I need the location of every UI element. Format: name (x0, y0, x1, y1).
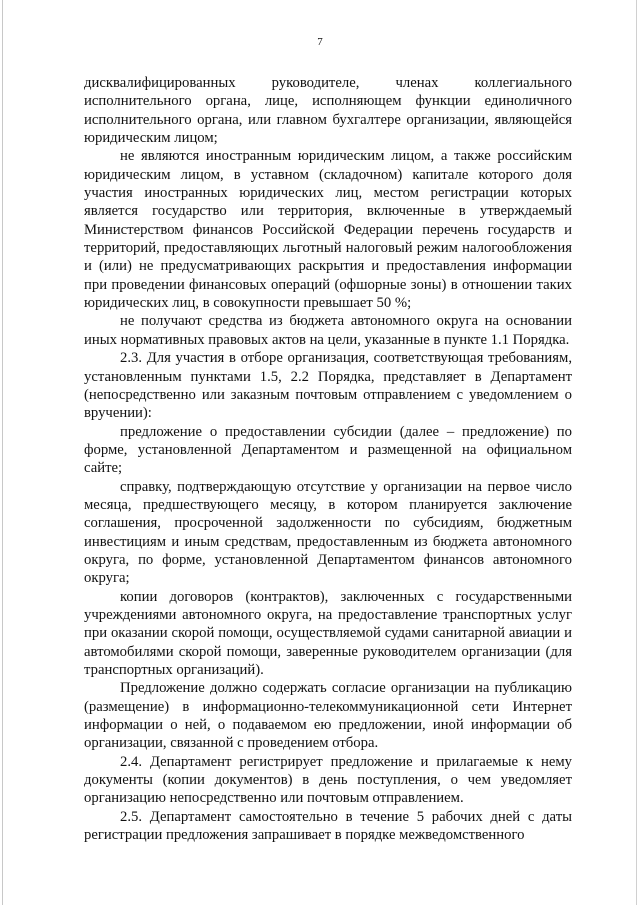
paragraph: Предложение должно содержать согласие организации на публикацию (размещение) в информационно-телекоммуникационной сети Интернет информации о ней, о подаваемом ею предложении, иной информации об организации, связанной с проведением отбора. (84, 680, 572, 752)
paragraph: 2.5. Департамент самостоятельно в течение 5 рабочих дней с даты регистрации предложения запрашивает в порядке межведомственного (84, 808, 572, 844)
paragraph: справку, подтверждающую отсутствие у организации на первое число месяца, предшествующего месяцу, в котором планируется заключение соглашения, просроченной задолженности по субсидиям, бюджетным инвестициям и иным средствам, предоставленным из бюджета автономного округа, по форме, установленной Департаментом финансов автономного округа; (84, 478, 572, 587)
paragraph: не получают средства из бюджета автономного округа на основании иных нормативных правовых актов на цели, указанные в пункте 1.1 Порядка. (84, 313, 572, 348)
scan-edge-left (2, 0, 3, 905)
paragraph: копии договоров (контрактов), заключенных с государственными учреждениями автономного округа, на предоставление транспортных услуг при оказании скорой помощи, осуществляемой судами санитарной авиации и автомобилями скорой помощи, заверенные руководителем организации (для транспортных организаций). (84, 588, 572, 678)
paragraph: 2.4. Департамент регистрирует предложение и прилагаемые к нему документы (копии документов) в день поступления, о чем уведомляет организацию непосредственно или почтовым отправлением. (84, 753, 572, 807)
paragraph: предложение о предоставлении субсидии (далее – предложение) по форме, установленной Департаментом и размещенной на официальном сайте; (84, 423, 572, 477)
scan-edge-right (636, 0, 637, 905)
paragraph: дисквалифицированных руководителе, членах коллегиального исполнительного органа, лице, исполняющем функции единоличного исполнительного органа, или главном бухгалтере организации, являющейся юридическим лицом; (84, 75, 572, 147)
page-number: 7 (317, 36, 323, 48)
paragraph: 2.3. Для участия в отборе организация, соответствующая требованиям, установленным пунктами 1.5, 2.2 Порядка, представляет в Департамент (непосредственно или заказным почтовым отправлением с уведомлением о вручении): (84, 350, 572, 422)
document-body (84, 74, 572, 844)
paragraph: не являются иностранным юридическим лицом, а также российским юридическим лицом, в уставном (складочном) капитале которого доля участия иностранных юридических лиц, местом регистрации которых является государство или территория, включенные в утверждаемый Министерством финансов Российской Федерации перечень государств и территорий, предоставляющих льготный налоговый режим налогообложения и (или) не предусматривающих раскрытия и предоставления информации при проведении финансовых операций (офшорные зоны) в отношении таких юридических лиц, в совокупности превышает 50 %; (84, 148, 572, 312)
